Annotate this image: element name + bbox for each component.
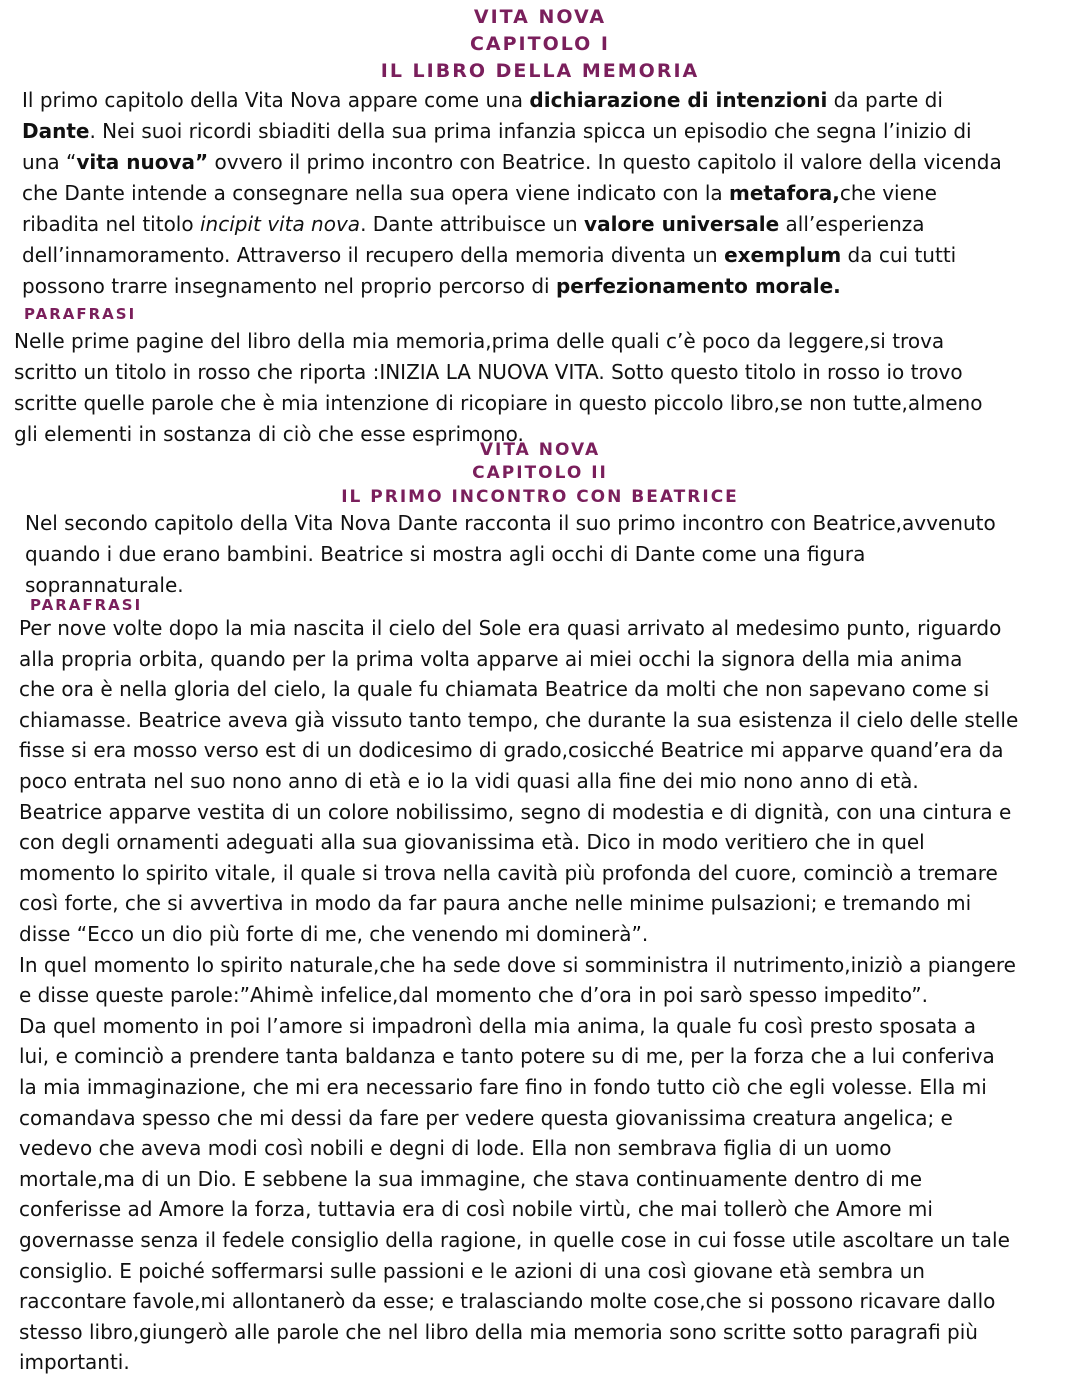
chapter1-subtitle: IL LIBRO DELLA MEMORIA — [380, 60, 700, 82]
chapter2-parafrasi-line: lui, e cominciò a prendere tanta baldanza e tanto potere su di me, per la forza che a lui conferiva — [19, 1044, 995, 1068]
chapter1-parafrasi-line: Nelle prime pagine del libro della mia memoria,prima delle quali c’è poco da leggere,si trova — [14, 329, 945, 353]
chapter1-intro-line-6: dell’innamoramento. Attraverso il recupero della memoria diventa un exemplum da cui tutti — [22, 243, 957, 267]
chapter2-parafrasi-line: In quel momento lo spirito naturale,che ha sede dove si somministra il nutrimento,iniziò a piangere — [19, 953, 1016, 977]
chapter2-parafrasi-line: la mia immaginazione, che mi era necessario fare fino in fondo tutto ciò che egli volesse. Ella mi — [19, 1075, 987, 1099]
chapter2-parafrasi-line: chiamasse. Beatrice aveva già vissuto tanto tempo, che durante la sua esistenza il cielo delle stelle — [19, 708, 1019, 732]
chapter2-intro-line: soprannaturale. — [25, 573, 184, 597]
chapter2-parafrasi-line: con degli ornamenti adeguati alla sua giovanissima età. Dico in modo veritiero che in quel — [19, 830, 925, 854]
chapter2-parafrasi-label: PARAFRASI — [30, 596, 143, 614]
chapter1-intro-line-7: possono trarre insegnamento nel proprio percorso di perfezionamento morale. — [22, 274, 841, 298]
chapter2-parafrasi-line: e disse queste parole:”Ahimè infelice,dal momento che d’ora in poi sarò spesso impedito”. — [19, 983, 929, 1007]
chapter2-parafrasi-line: stesso libro,giungerò alle parole che nel libro della mia memoria sono scritte sotto paragrafi più — [19, 1320, 978, 1344]
chapter1-parafrasi-line: gli elementi in sostanza di ciò che esse esprimono. — [14, 422, 524, 446]
chapter2-title: VITA NOVA — [479, 440, 601, 460]
chapter1-parafrasi-label: PARAFRASI — [24, 305, 137, 323]
chapter2-intro-line: quando i due erano bambini. Beatrice si mostra agli occhi di Dante come una figura — [25, 542, 866, 566]
chapter1-chapter: CAPITOLO I — [469, 33, 611, 55]
chapter1-intro-line-2: Dante. Nei suoi ricordi sbiaditi della sua prima infanzia spicca un episodio che segna l’inizio di — [22, 119, 972, 143]
chapter2-parafrasi-line: comandava spesso che mi dessi da fare per vedere questa giovanissima creatura angelica; e — [19, 1106, 953, 1130]
chapter2-parafrasi-line: così forte, che si avvertiva in modo da far paura anche nelle minime pulsazioni; e tremando mi — [19, 891, 972, 915]
chapter2-subtitle: IL PRIMO INCONTRO CON BEATRICE — [341, 487, 739, 507]
chapter2-parafrasi-line: Per nove volte dopo la mia nascita il cielo del Sole era quasi arrivato al medesimo punto, riguardo — [19, 616, 1002, 640]
chapter2-parafrasi-line: disse “Ecco un dio più forte di me, che venendo mi dominerà”. — [19, 922, 649, 946]
chapter1-intro-line-1: Il primo capitolo della Vita Nova appare come una dichiarazione di intenzioni da parte di — [22, 88, 943, 112]
chapter2-parafrasi-line: importanti. — [19, 1350, 130, 1374]
chapter2-parafrasi-line: raccontare favole,mi allontanerò da esse; e tralasciando molte cose,che si possono ricavare dallo — [19, 1289, 996, 1313]
chapter1-parafrasi-line: scritto un titolo in rosso che riporta :INIZIA LA NUOVA VITA. Sotto questo titolo in rosso io trovo — [14, 360, 963, 384]
chapter2-chapter: CAPITOLO II — [472, 463, 608, 483]
chapter1-parafrasi-line: scritte quelle parole che è mia intenzione di ricopiare in questo piccolo libro,se non tutte,almeno — [14, 391, 983, 415]
chapter2-parafrasi-line: poco entrata nel suo nono anno di età e io la vidi quasi alla fine dei mio nono anno di età. — [19, 769, 919, 793]
chapter2-intro-line: Nel secondo capitolo della Vita Nova Dante racconta il suo primo incontro con Beatrice,avvenuto — [25, 511, 996, 535]
chapter2-parafrasi-line: vedevo che aveva modi così nobili e degni di lode. Ella non sembrava figlia di un uomo — [19, 1136, 892, 1160]
chapter2-parafrasi-line: fisse si era mosso verso est di un dodicesimo di grado,cosicché Beatrice mi apparve quand’era da — [19, 738, 1004, 762]
chapter2-parafrasi-line: che ora è nella gloria del cielo, la quale fu chiamata Beatrice da molti che non sapevano come si — [19, 677, 990, 701]
chapter1-title: VITA NOVA — [473, 6, 607, 28]
chapter2-parafrasi-line: governasse senza il fedele consiglio della ragione, in quelle cose in cui fosse utile ascoltare un tale — [19, 1228, 1010, 1252]
chapter2-parafrasi-line: consiglio. E poiché soffermarsi sulle passioni e le azioni di una così giovane età sembra un — [19, 1259, 925, 1283]
chapter2-parafrasi-line: conferisse ad Amore la forza, tuttavia era di così nobile virtù, che mai tollerò che Amore mi — [19, 1197, 933, 1221]
chapter1-intro-line-3: una “vita nuova” ovvero il primo incontro con Beatrice. In questo capitolo il valore della vicenda — [22, 150, 1002, 174]
chapter1-intro-line-4: che Dante intende a consegnare nella sua opera viene indicato con la metafora,che viene — [22, 181, 937, 205]
chapter2-parafrasi-line: Beatrice apparve vestita di un colore nobilissimo, segno di modestia e di dignità, con una cintura e — [19, 800, 1012, 824]
chapter2-parafrasi-line: mortale,ma di un Dio. E sebbene la sua immagine, che stava continuamente dentro di me — [19, 1167, 923, 1191]
chapter2-parafrasi-line: alla propria orbita, quando per la prima volta apparve ai miei occhi la signora della mia anima — [19, 647, 963, 671]
chapter2-parafrasi-line: momento lo spirito vitale, il quale si trova nella cavità più profonda del cuore, cominciò a tremare — [19, 861, 998, 885]
chapter2-parafrasi-line: Da quel momento in poi l’amore si impadronì della mia anima, la quale fu così presto sposata a — [19, 1014, 976, 1038]
chapter1-intro-line-5: ribadita nel titolo incipit vita nova. Dante attribuisce un valore universale all’esperienza — [22, 212, 925, 236]
